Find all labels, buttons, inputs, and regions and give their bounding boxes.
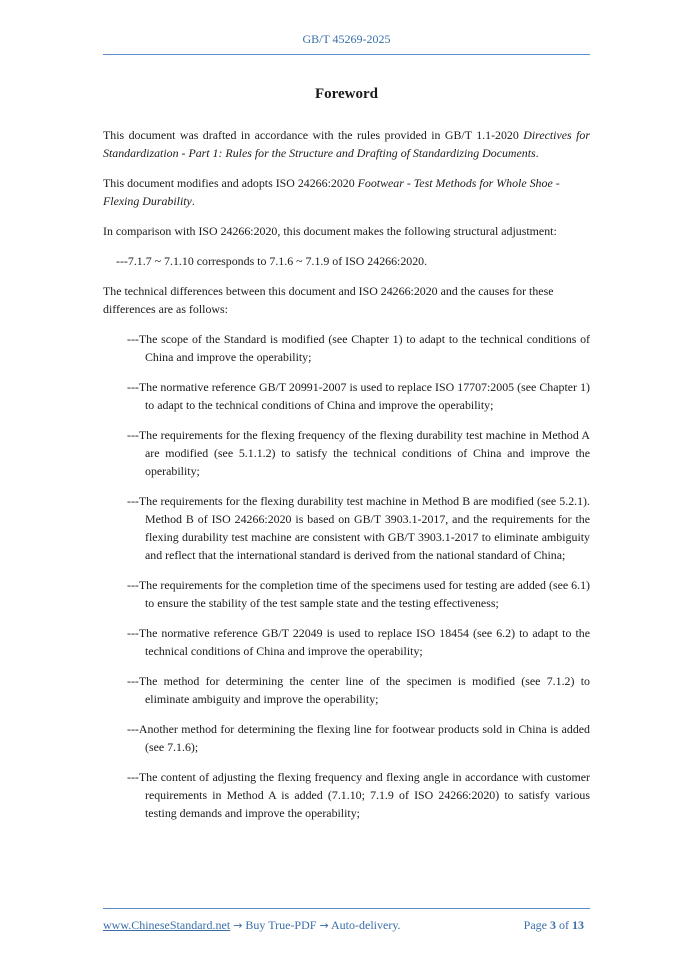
cited-document-title: Footwear - Test Methods for Whole Shoe - Flexing Durability bbox=[103, 176, 560, 208]
paragraph-technical-differences: The technical differences between this document and ISO 24266:2020 and the causes for these differences are as follows: bbox=[103, 284, 554, 316]
header-divider bbox=[103, 54, 590, 55]
list-item: ---The requirements for the flexing frequency of the flexing durability test machine in Method A are modified (see 5.1.1.2) to satisfy the technical conditions of China and improve the operability; bbox=[127, 428, 590, 478]
paragraph-text: This document modifies and adopts ISO 24266:2020 bbox=[103, 176, 358, 190]
site-link[interactable]: www.ChineseStandard.net bbox=[103, 918, 231, 932]
list-item: ---The requirements for the flexing durability test machine in Method B are modified (see 5.2.1). Method B of ISO 24266:2020 is based on GB/T 3903.1-2017, and the requirements for the flexing durability test machine are consistent with GB/T 3903.1-2017 to eliminate ambiguity and reflect that the international standard is derived from the national standard of China; bbox=[127, 494, 590, 562]
arrow-right-icon: → bbox=[319, 919, 329, 932]
paragraph-text: . bbox=[191, 194, 195, 208]
page-label: Page bbox=[523, 918, 547, 932]
paragraph-structural-adjustment: In comparison with ISO 24266:2020, this document makes the following structural adjustment: bbox=[103, 224, 557, 238]
auto-delivery-text: Auto-delivery. bbox=[331, 918, 401, 932]
list-item: ---The scope of the Standard is modified (see Chapter 1) to adapt to the technical conditions of China and improve the operability; bbox=[127, 332, 590, 364]
paragraph-text: This document was drafted in accordance with the rules provided in GB/T 1.1-2020 bbox=[103, 128, 524, 142]
document-body bbox=[103, 126, 590, 822]
list-item: ---The normative reference GB/T 22049 is used to replace ISO 18454 (see 6.2) to adapt to the technical conditions of China and improve the operability; bbox=[127, 626, 590, 658]
footer-links bbox=[103, 918, 401, 933]
structural-adjustment-item: ---7.1.7 ~ 7.1.10 corresponds to 7.1.6 ~ 7.1.9 of ISO 24266:2020. bbox=[116, 254, 428, 268]
page-number bbox=[524, 918, 584, 933]
arrow-right-icon: → bbox=[233, 919, 243, 932]
buy-pdf-text: Buy True-PDF bbox=[245, 918, 317, 932]
page-header-code: GB/T 45269-2025 bbox=[302, 32, 391, 46]
list-item: ---The method for determining the center line of the specimen is modified (see 7.1.2) to eliminate ambiguity and improve the operability; bbox=[127, 674, 590, 706]
list-item: ---Another method for determining the flexing line for footwear products sold in China is added (see 7.1.6); bbox=[127, 722, 590, 754]
page-total: 13 bbox=[572, 918, 584, 932]
paragraph-drafting-rules bbox=[103, 126, 590, 162]
page-current: 3 bbox=[550, 918, 556, 932]
list-item: ---The requirements for the completion time of the specimens used for testing are added (see 6.1) to ensure the stability of the test sample state and the testing effectiveness; bbox=[127, 578, 590, 610]
technical-differences-list bbox=[103, 330, 590, 822]
paragraph-adoption bbox=[103, 174, 590, 210]
of-label: of bbox=[559, 918, 569, 932]
cited-document-title: Directives for Standardization - Part 1: Rules for the Structure and Drafting of Standardizing Documents bbox=[103, 128, 590, 160]
footer-divider bbox=[103, 908, 590, 909]
list-item: ---The content of adjusting the flexing frequency and flexing angle in accordance with customer requirements in Method A is added (7.1.10; 7.1.9 of ISO 24266:2020) to satisfy various testing demands and improve the operability; bbox=[127, 770, 590, 820]
paragraph-text: . bbox=[535, 146, 539, 160]
page-title: Foreword bbox=[314, 86, 379, 102]
list-item: ---The normative reference GB/T 20991-2007 is used to replace ISO 17707:2005 (see Chapter 1) to adapt to the technical conditions of China and improve the operability; bbox=[127, 380, 590, 412]
